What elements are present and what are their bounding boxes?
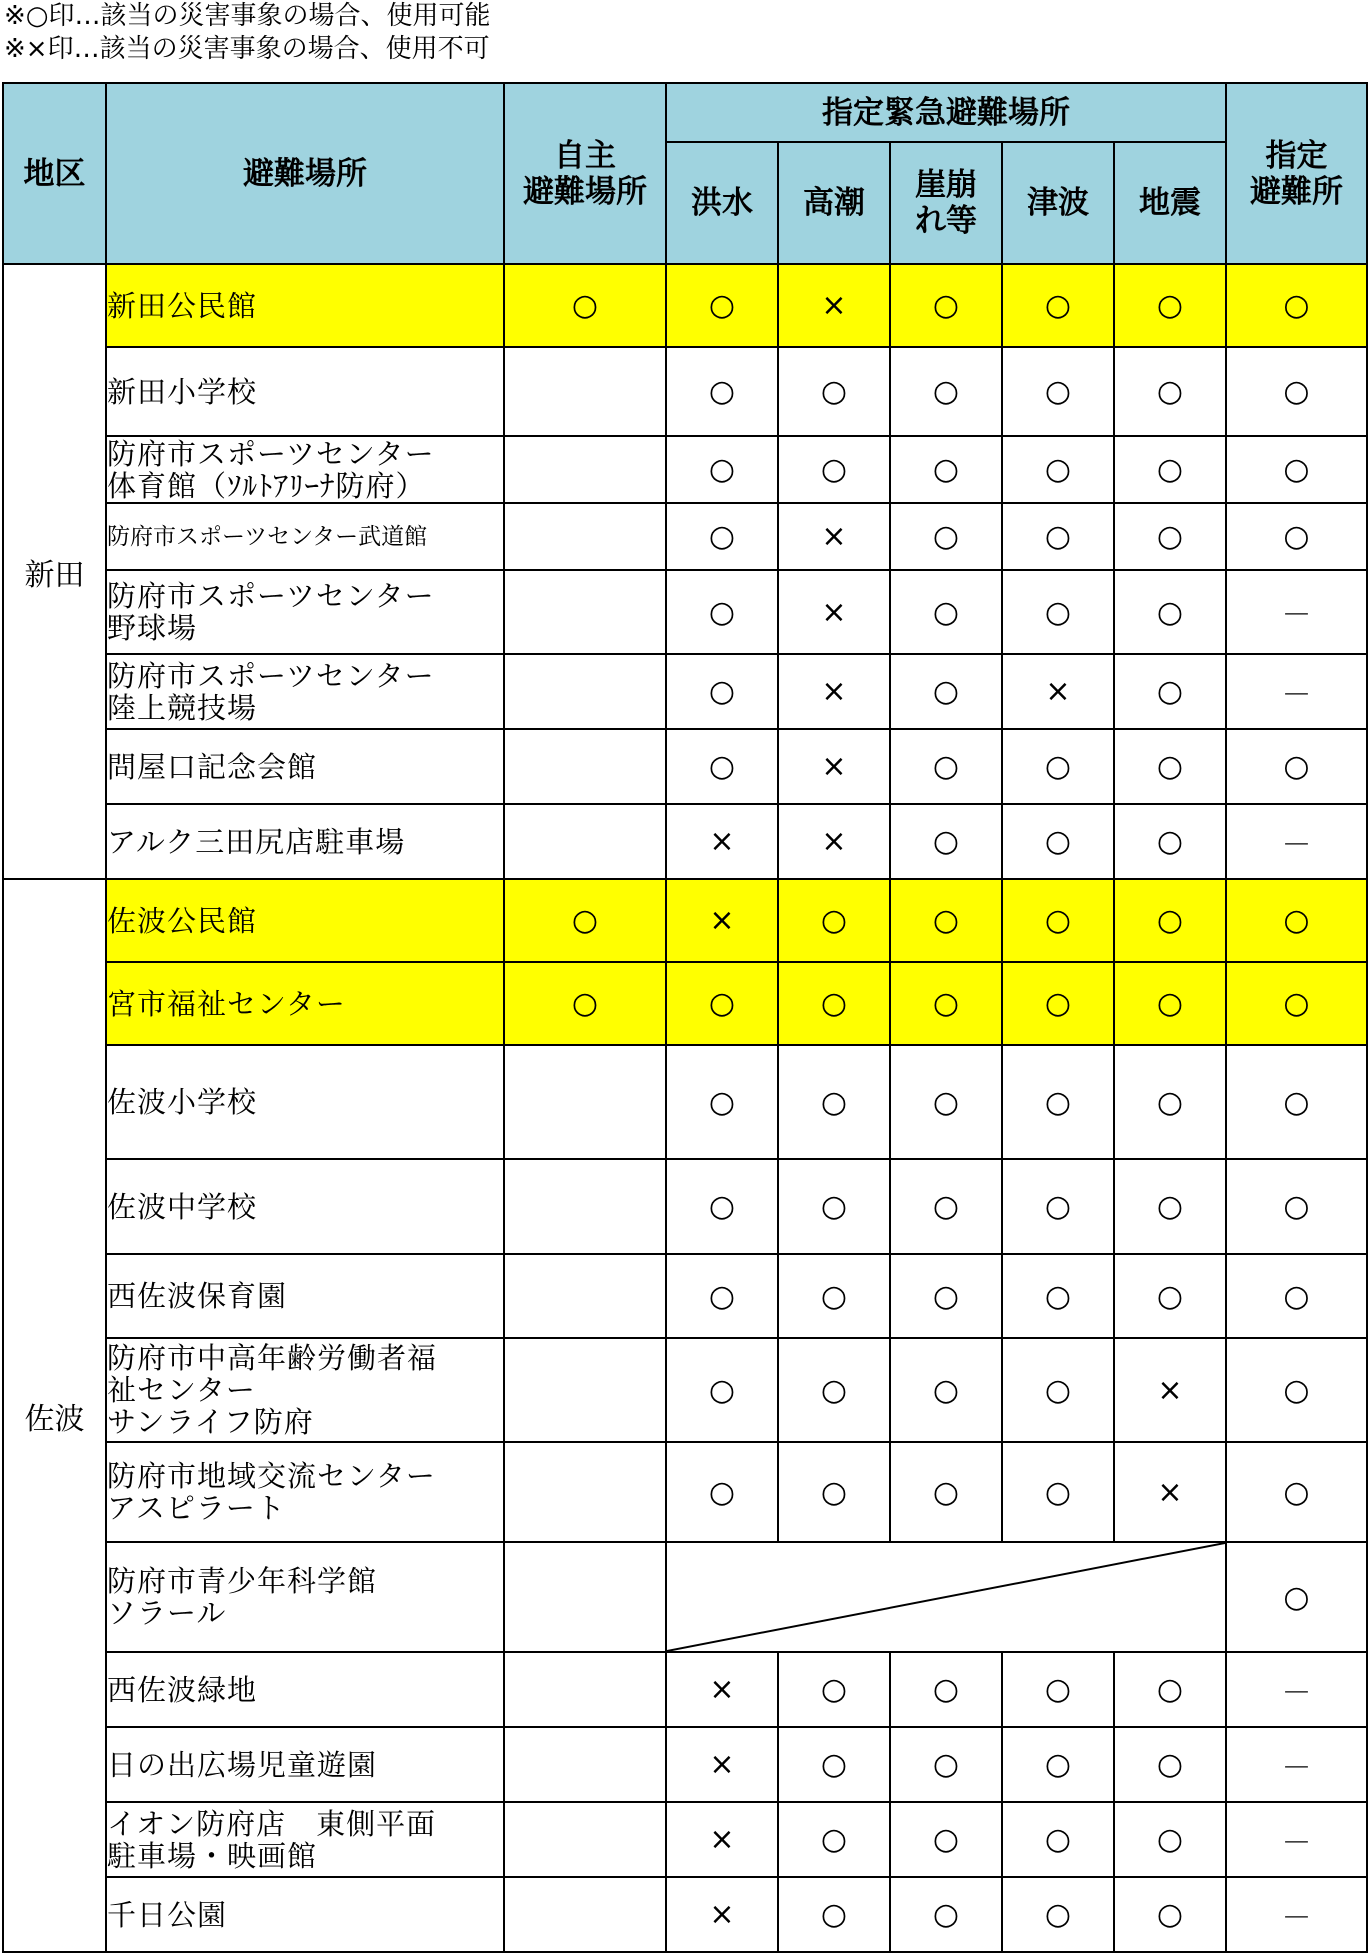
emergency-cell: ○ [1002, 1338, 1114, 1442]
designated-cell: ○ [1226, 264, 1367, 347]
shelter-name-line: 新田公民館 [107, 288, 258, 323]
emergency-cell: ○ [666, 729, 778, 804]
shelter-name [106, 1442, 504, 1542]
emergency-cell: ○ [1002, 503, 1114, 570]
header-emergency-1 [666, 142, 778, 264]
shelter-name-line: 駐車場・映画館 [107, 1838, 318, 1873]
emergency-cell: ○ [666, 1338, 778, 1442]
emergency-cell: ○ [1114, 1877, 1226, 1952]
table-row [3, 962, 1367, 1045]
emergency-cell: ○ [1002, 1652, 1114, 1727]
header-line: 自主 [554, 137, 616, 174]
shelter-name [106, 1542, 504, 1652]
voluntary-cell [504, 1159, 666, 1254]
emergency-cell: ○ [890, 1045, 1002, 1159]
shelter-name [106, 570, 504, 654]
shelter-name-line: 佐波公民館 [107, 903, 258, 938]
shelter-name-line: ソラール [107, 1596, 227, 1630]
table-row [3, 1727, 1367, 1802]
emergency-cell: ○ [666, 1442, 778, 1542]
header-line: 洪水 [691, 185, 753, 221]
emergency-cell: ○ [890, 804, 1002, 879]
emergency-cell: ○ [1114, 1045, 1226, 1159]
shelter-name-line: 防府市青少年科学館 [107, 1564, 378, 1598]
voluntary-cell [504, 1802, 666, 1877]
header-line: 避難所 [1250, 173, 1343, 210]
designated-cell: ○ [1226, 1045, 1367, 1159]
emergency-cell: ○ [890, 729, 1002, 804]
emergency-cell: × [778, 804, 890, 879]
table-row [3, 503, 1367, 570]
voluntary-cell [504, 1652, 666, 1727]
emergency-cell: ○ [1002, 879, 1114, 962]
emergency-cell: ○ [778, 436, 890, 503]
emergency-cell: ○ [1002, 1877, 1114, 1952]
shelter-name-line: 千日公園 [107, 1897, 228, 1932]
designated-cell: ○ [1226, 879, 1367, 962]
district-name: 新田 [3, 264, 106, 879]
shelter-name [106, 804, 504, 879]
voluntary-cell [504, 1727, 666, 1802]
emergency-cell: ○ [890, 1159, 1002, 1254]
table-row [3, 1652, 1367, 1727]
legend-note: ※×印…該当の災害事象の場合、使用不可 [4, 34, 490, 64]
designated-cell: ○ [1226, 436, 1367, 503]
table-row [3, 729, 1367, 804]
emergency-cell: ○ [890, 264, 1002, 347]
emergency-cell: ○ [1114, 503, 1226, 570]
emergency-cell: ○ [890, 879, 1002, 962]
emergency-cell: ○ [1114, 1727, 1226, 1802]
emergency-cell: ○ [1002, 729, 1114, 804]
emergency-cell: × [1002, 654, 1114, 729]
voluntary-cell [504, 1254, 666, 1338]
emergency-cell: ○ [1002, 962, 1114, 1045]
emergency-cell: ○ [890, 1802, 1002, 1877]
legend-note: ※○印…該当の災害事象の場合、使用可能 [4, 1, 491, 31]
emergency-cell: ○ [778, 879, 890, 962]
emergency-cell: ○ [1114, 1254, 1226, 1338]
shelter-name [106, 1877, 504, 1952]
header-emergency-3 [890, 142, 1002, 264]
table-row [3, 1254, 1367, 1338]
designated-cell: ○ [1226, 962, 1367, 1045]
diagonal-line [667, 1543, 1225, 1651]
header-line: 津波 [1027, 185, 1089, 221]
designated-cell: ○ [1226, 1542, 1367, 1652]
shelter-table [2, 82, 1368, 1953]
designated-cell: － [1226, 1802, 1367, 1877]
emergency-cell: × [778, 503, 890, 570]
shelter-name-line: 防府市スポーツセンター [107, 436, 435, 471]
table-row [3, 436, 1367, 503]
emergency-cell: × [666, 804, 778, 879]
table-row [3, 264, 1367, 347]
not-applicable-cell [666, 1542, 1226, 1652]
designated-cell: － [1226, 1877, 1367, 1952]
shelter-name [106, 1802, 504, 1877]
emergency-cell: × [778, 264, 890, 347]
emergency-cell: ○ [778, 1338, 890, 1442]
emergency-cell: ○ [1114, 347, 1226, 436]
voluntary-cell [504, 654, 666, 729]
emergency-cell: ○ [1114, 1159, 1226, 1254]
table-row [3, 1045, 1367, 1159]
emergency-cell: × [778, 570, 890, 654]
shelter-name-line: アスピラート [107, 1491, 286, 1525]
emergency-cell: ○ [1002, 1442, 1114, 1542]
header-line: 地震 [1139, 185, 1201, 221]
emergency-cell: ○ [1002, 264, 1114, 347]
shelter-name [106, 503, 504, 570]
header-district: 地区 [3, 83, 106, 264]
designated-cell: － [1226, 570, 1367, 654]
emergency-cell: ○ [1114, 879, 1226, 962]
legend-notes [4, 0, 490, 66]
emergency-cell: × [666, 879, 778, 962]
shelter-name [106, 1338, 504, 1442]
table-row [3, 1802, 1367, 1877]
designated-cell: ○ [1226, 503, 1367, 570]
shelter-name [106, 1045, 504, 1159]
emergency-cell: ○ [890, 1727, 1002, 1802]
emergency-cell: ○ [666, 436, 778, 503]
district-name: 佐波 [3, 879, 106, 1952]
emergency-cell: ○ [1002, 804, 1114, 879]
emergency-cell: ○ [890, 654, 1002, 729]
emergency-cell: ○ [1114, 1802, 1226, 1877]
emergency-cell: ○ [1002, 570, 1114, 654]
header-emergency-4 [1002, 142, 1114, 264]
emergency-cell: ○ [890, 436, 1002, 503]
shelter-name-line: イオン防府店 東側平面 [107, 1806, 437, 1841]
shelter-name-line: 体育館（ｿﾙﾄｱﾘｰﾅ防府） [107, 468, 426, 503]
emergency-cell: ○ [1002, 1727, 1114, 1802]
shelter-name-line: 佐波中学校 [107, 1189, 258, 1224]
emergency-cell: ○ [666, 570, 778, 654]
emergency-cell: ○ [1114, 436, 1226, 503]
emergency-cell: ○ [666, 654, 778, 729]
emergency-cell: × [666, 1727, 778, 1802]
emergency-cell: ○ [1114, 654, 1226, 729]
shelter-name-line: 問屋口記念会館 [107, 749, 318, 784]
emergency-cell: ○ [890, 1652, 1002, 1727]
shelter-name [106, 1652, 504, 1727]
header-emergency-2 [778, 142, 890, 264]
shelter-name-line: 日の出広場児童遊園 [107, 1747, 378, 1782]
emergency-cell: ○ [1002, 1802, 1114, 1877]
voluntary-cell [504, 1045, 666, 1159]
designated-cell: － [1226, 1652, 1367, 1727]
emergency-cell: ○ [1114, 729, 1226, 804]
shelter-name-line: 防府市スポーツセンター [107, 579, 435, 613]
table-row [3, 804, 1367, 879]
shelter-name-line: 野球場 [107, 611, 198, 645]
header-emergency-5 [1114, 142, 1226, 264]
voluntary-cell: ○ [504, 264, 666, 347]
voluntary-cell [504, 1542, 666, 1652]
emergency-cell: ○ [666, 1045, 778, 1159]
voluntary-cell: ○ [504, 879, 666, 962]
voluntary-cell [504, 503, 666, 570]
emergency-cell: ○ [890, 962, 1002, 1045]
shelter-name [106, 654, 504, 729]
emergency-cell: × [778, 729, 890, 804]
shelter-name-line: 宮市福祉センター [107, 986, 346, 1021]
emergency-cell: ○ [666, 962, 778, 1045]
emergency-cell: ○ [778, 1877, 890, 1952]
emergency-cell: ○ [778, 1442, 890, 1542]
emergency-cell: ○ [666, 503, 778, 570]
emergency-cell: × [666, 1652, 778, 1727]
emergency-cell: ○ [1114, 804, 1226, 879]
voluntary-cell [504, 729, 666, 804]
emergency-cell: ○ [666, 347, 778, 436]
emergency-cell: ○ [890, 570, 1002, 654]
table-row [3, 1542, 1367, 1652]
emergency-cell: ○ [778, 962, 890, 1045]
voluntary-cell [504, 436, 666, 503]
header-line: 高潮 [803, 185, 865, 221]
shelter-name [106, 1727, 504, 1802]
emergency-cell: ○ [1114, 962, 1226, 1045]
shelter-name-line: 西佐波緑地 [107, 1672, 258, 1707]
emergency-cell: ○ [1114, 570, 1226, 654]
voluntary-cell [504, 570, 666, 654]
emergency-cell: ○ [1114, 1652, 1226, 1727]
voluntary-cell [504, 347, 666, 436]
designated-cell: ○ [1226, 729, 1367, 804]
shelter-name-line: 新田小学校 [107, 374, 258, 409]
header-line: 避難場所 [523, 173, 647, 210]
shelter-name [106, 347, 504, 436]
shelter-name-line: 祉センター [107, 1373, 256, 1407]
shelter-name-line: 西佐波保育園 [107, 1279, 288, 1313]
voluntary-cell: ○ [504, 962, 666, 1045]
emergency-cell: × [1114, 1338, 1226, 1442]
shelter-name [106, 729, 504, 804]
shelter-name-line: サンライフ防府 [107, 1405, 314, 1439]
emergency-cell: ○ [778, 347, 890, 436]
table-row [3, 570, 1367, 654]
shelter-name [106, 879, 504, 962]
emergency-cell: ○ [778, 1159, 890, 1254]
emergency-cell: ○ [778, 1045, 890, 1159]
table-row [3, 1338, 1367, 1442]
emergency-cell: ○ [1114, 264, 1226, 347]
header-voluntary [504, 83, 666, 264]
header-line: 崖崩 [915, 167, 977, 203]
emergency-cell: ○ [1002, 436, 1114, 503]
table-row [3, 1877, 1367, 1952]
shelter-name-line: 防府市スポーツセンター [107, 658, 435, 693]
emergency-cell: ○ [666, 264, 778, 347]
designated-cell: － [1226, 654, 1367, 729]
emergency-cell: ○ [890, 1338, 1002, 1442]
header-line: 指定 [1265, 137, 1328, 174]
designated-cell: － [1226, 804, 1367, 879]
emergency-cell: × [1114, 1442, 1226, 1542]
shelter-name-line: アルク三田尻店駐車場 [107, 824, 406, 859]
header-emergency-group: 指定緊急避難場所 [666, 83, 1226, 142]
voluntary-cell [504, 1338, 666, 1442]
voluntary-cell [504, 804, 666, 879]
shelter-name [106, 436, 504, 503]
shelter-name-line: 佐波小学校 [107, 1085, 258, 1119]
emergency-cell: ○ [890, 503, 1002, 570]
designated-cell: ○ [1226, 1442, 1367, 1542]
emergency-cell: ○ [890, 347, 1002, 436]
emergency-cell: ○ [1002, 347, 1114, 436]
shelter-name [106, 1159, 504, 1254]
designated-cell: ○ [1226, 1338, 1367, 1442]
shelter-name-line: 防府市地域交流センター [107, 1459, 436, 1493]
emergency-cell: ○ [1002, 1159, 1114, 1254]
emergency-cell: × [666, 1877, 778, 1952]
emergency-cell: ○ [1002, 1045, 1114, 1159]
emergency-cell: ○ [890, 1877, 1002, 1952]
table-row [3, 1159, 1367, 1254]
emergency-cell: ○ [666, 1159, 778, 1254]
emergency-cell: ○ [778, 1652, 890, 1727]
table-row [3, 654, 1367, 729]
designated-cell: ○ [1226, 1159, 1367, 1254]
header-shelter: 避難場所 [106, 83, 504, 264]
table-row [3, 1442, 1367, 1542]
header-line: れ等 [915, 203, 977, 239]
emergency-cell: ○ [778, 1802, 890, 1877]
emergency-cell: × [666, 1802, 778, 1877]
shelter-name-line: 防府市スポーツセンター武道館 [107, 523, 428, 550]
emergency-cell: ○ [1002, 1254, 1114, 1338]
shelter-name [106, 264, 504, 347]
voluntary-cell [504, 1442, 666, 1542]
shelter-name-line: 防府市中高年齢労働者福 [107, 1341, 438, 1375]
voluntary-cell [504, 1877, 666, 1952]
table-row [3, 879, 1367, 962]
emergency-cell: ○ [778, 1727, 890, 1802]
designated-cell: ○ [1226, 1254, 1367, 1338]
header-designated [1226, 83, 1367, 264]
designated-cell: － [1226, 1727, 1367, 1802]
shelter-name [106, 962, 504, 1045]
emergency-cell: × [778, 654, 890, 729]
designated-cell: ○ [1226, 347, 1367, 436]
shelter-name [106, 1254, 504, 1338]
emergency-cell: ○ [890, 1442, 1002, 1542]
emergency-cell: ○ [666, 1254, 778, 1338]
table-row [3, 347, 1367, 436]
shelter-name-line: 陸上競技場 [107, 690, 258, 725]
emergency-cell: ○ [890, 1254, 1002, 1338]
emergency-cell: ○ [778, 1254, 890, 1338]
